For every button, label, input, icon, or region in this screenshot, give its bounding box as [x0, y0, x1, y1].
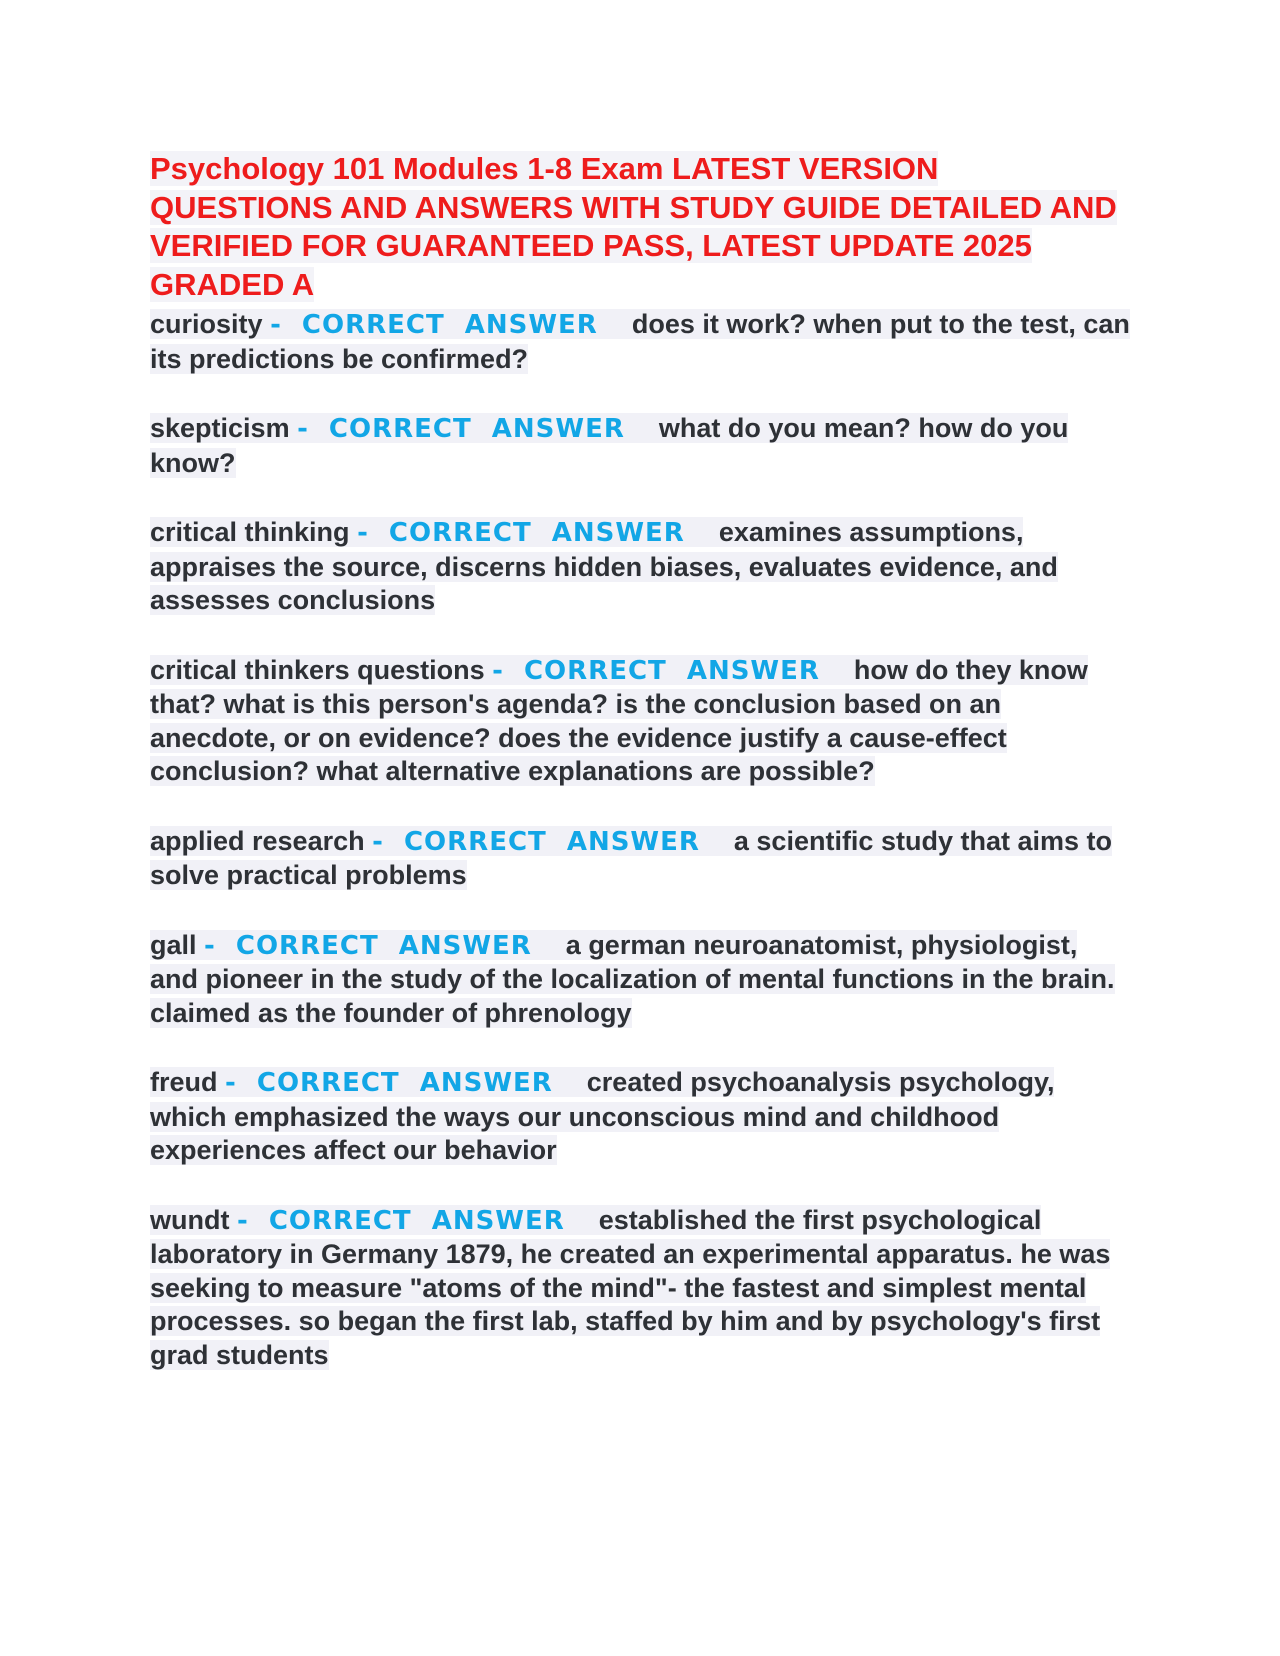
correct-answer-marker: - CORRECT ANSWER	[225, 1068, 553, 1098]
entry-answer: a scientific study that aims to solve practical problems	[150, 825, 1112, 890]
correct-answer-marker: - CORRECT ANSWER	[204, 930, 532, 961]
entry-answer: does it work? when put to the test, can its predictions be confirmed?	[150, 309, 1130, 374]
entry-term: critical thinking	[150, 517, 350, 547]
document-title-text: Psychology 101 Modules 1-8 Exam LATEST VERSION QUESTIONS AND ANSWERS WITH STUDY GUIDE DETAILED AND VERIFIED FOR GUARANTEED PASS, LATEST UPDATE 2025 GRADED A	[150, 151, 1117, 302]
qa-entry-freud	[150, 1066, 1130, 1168]
entry-term: wundt	[150, 1204, 230, 1235]
entry-answer: established the first psychological laboratory in Germany 1879, he created an experimental apparatus. he was seeking to measure "atoms of the mind"- the fastest and simplest mental processes. so began the first lab, staffed by him and by psychology's first grad students	[150, 1204, 1111, 1370]
document-page	[150, 150, 1130, 1372]
entry-answer: what do you mean? how do you know?	[150, 413, 1069, 478]
correct-answer-marker: - CORRECT ANSWER	[372, 826, 700, 857]
entry-answer: examines assumptions, appraises the source, discerns hidden biases, evaluates evidence, and assesses conclusions	[150, 517, 1058, 615]
correct-answer-marker: - CORRECT ANSWER	[357, 518, 685, 548]
entry-answer: how do they know that? what is this person's agenda? is the conclusion based on an anecdote, or on evidence? does the evidence justify a cause-effect conclusion? what alternative explanations are possible?	[150, 654, 1088, 786]
qa-entry-gall	[150, 929, 1130, 1031]
qa-entry-curiosity	[150, 308, 1130, 376]
qa-entry-skepticism	[150, 412, 1130, 480]
entry-term: applied research	[150, 825, 365, 856]
correct-answer-marker: - CORRECT ANSWER	[270, 310, 598, 340]
qa-entry-critical-thinkers-questions	[150, 654, 1130, 789]
entry-term: curiosity	[150, 309, 263, 339]
entry-term: freud	[150, 1067, 218, 1097]
correct-answer-marker: - CORRECT ANSWER	[237, 1205, 565, 1236]
entry-answer: created psychoanalysis psychology, which emphasized the ways our unconscious mind and childhood experiences affect our behavior	[150, 1067, 1055, 1165]
document-title	[150, 150, 1125, 304]
entry-answer: a german neuroanatomist, physiologist, and pioneer in the study of the localization of mental functions in the brain. claimed as the founder of phrenology	[150, 929, 1115, 1028]
entry-term: skepticism	[150, 413, 290, 443]
correct-answer-marker: - CORRECT ANSWER	[492, 655, 820, 686]
entry-term: critical thinkers questions	[150, 654, 485, 685]
qa-entry-critical-thinking	[150, 516, 1130, 618]
qa-entry-applied-research	[150, 825, 1130, 893]
qa-entry-wundt	[150, 1204, 1130, 1373]
correct-answer-marker: - CORRECT ANSWER	[297, 414, 625, 444]
entry-term: gall	[150, 929, 197, 960]
